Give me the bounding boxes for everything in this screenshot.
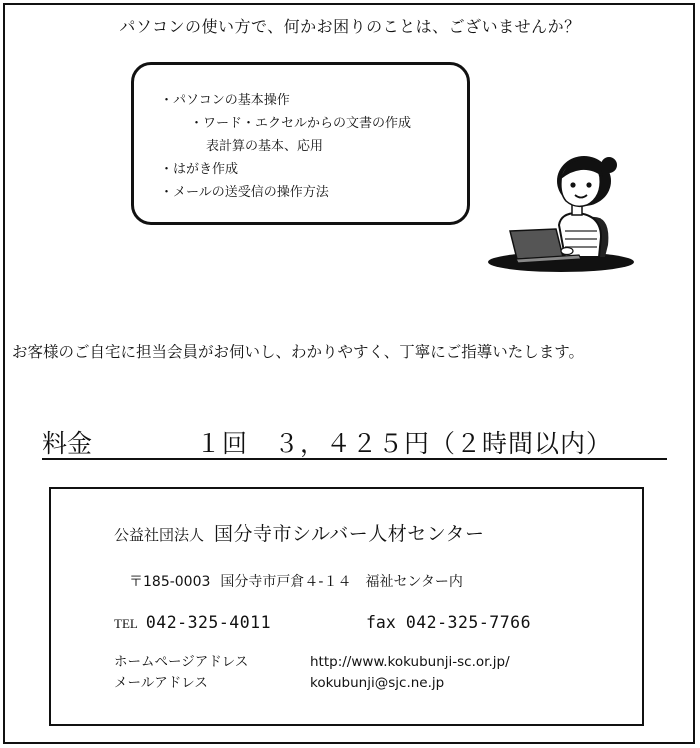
price-value: １回 ３，４２５円（２時間以内） <box>196 429 613 458</box>
homepage-url[interactable]: http://www.kokubunji-sc.or.jp/ <box>310 654 510 670</box>
homepage-label: ホームページアドレス <box>114 654 249 670</box>
fax-label: fax <box>366 613 396 632</box>
price-underline <box>42 458 667 460</box>
service-description: お客様のご自宅に担当会員がお伺いし、わかりやすく、丁寧にご指導いたします。 <box>12 343 584 361</box>
contact-box <box>49 487 644 726</box>
organization-type: 公益社団法人 <box>114 526 205 544</box>
email-label: メールアドレス <box>114 675 208 691</box>
topic-postcard: ・はがき作成 <box>160 162 239 177</box>
price-label: 料金 <box>42 429 93 458</box>
topic-basic-operation: ・パソコンの基本操作 <box>160 93 290 108</box>
address <box>129 571 463 591</box>
telephone <box>114 613 271 632</box>
fax-number: 042-325-7766 <box>405 613 532 632</box>
topics-box <box>131 62 470 225</box>
woman-at-laptop-icon <box>483 145 638 275</box>
topic-word-excel: ・ワード・エクセルからの文書の作成 <box>190 116 412 131</box>
street-address: 国分寺市戸倉４-１４ 福祉センター内 <box>220 574 463 590</box>
organization-title: 国分寺市シルバー人材センター <box>214 523 485 545</box>
postal-code: 〒185-0003 <box>129 574 211 590</box>
headline: パソコンの使い方で、何かお困りのことは、ございませんか？ <box>119 17 581 36</box>
telephone-number: 042-325-4011 <box>145 613 272 632</box>
email-row <box>114 671 444 691</box>
email-address[interactable]: kokubunji@sjc.ne.jp <box>310 675 445 691</box>
topic-email: ・メールの送受信の操作方法 <box>160 185 329 200</box>
fax <box>366 613 531 632</box>
price-row <box>42 424 662 460</box>
organization-name <box>114 519 484 546</box>
topic-spreadsheet: 表計算の基本、応用 <box>206 139 324 154</box>
telephone-label: TEL <box>114 616 138 631</box>
homepage-row <box>114 650 510 670</box>
